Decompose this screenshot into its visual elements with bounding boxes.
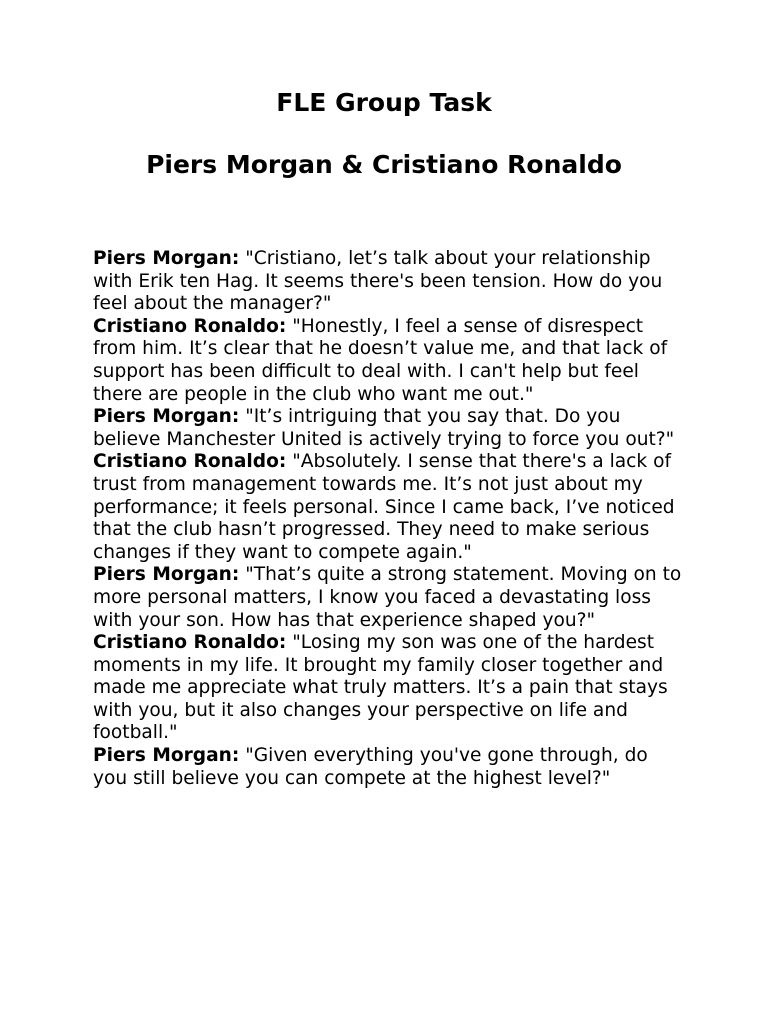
turn-text: "Absolutely. I sense that there's a lack of trust from management towards me. It’s not just about my performance; it feels personal. Since I came back, I’ve noticed that the club hasn’t progressed. They need to make serious changes if they want to compete again." (93, 451, 675, 563)
speaker-label: Piers Morgan: (93, 248, 240, 269)
speaker-label: Piers Morgan: (93, 745, 240, 767)
speaker-label: Cristiano Ronaldo: (93, 632, 287, 654)
turn-text: "Cristiano, let’s talk about your relationship with Erik ten Hag. It seems there's been tension. How do you feel about the manager?" (93, 248, 663, 315)
document-subtitle: Piers Morgan & Cristiano Ronaldo (146, 150, 622, 179)
turn-text: "Given everything you've gone through, do you still believe you can compete at the highest level?" (93, 745, 648, 789)
turn-text: "It’s intriguing that you say that. Do you believe Manchester United is actively trying to force you out?" (93, 406, 675, 450)
speaker-label: Piers Morgan: (93, 406, 240, 428)
dialogue-turn (93, 564, 683, 632)
turn-text: "Losing my son was one of the hardest moments in my life. It brought my family closer together and made me appreciate what truly matters. It’s a pain that stays with you, but it also changes your perspective on life and football." (93, 632, 668, 744)
dialogue-turn (93, 632, 683, 745)
dialogue-turn (93, 745, 683, 790)
dialogue-turn (93, 316, 683, 406)
document-title: FLE Group Task (276, 88, 492, 117)
speaker-label: Cristiano Ronaldo: (93, 315, 287, 337)
turn-text: "That’s quite a strong statement. Moving on to more personal matters, I know you faced a devastating loss with your son. How has that experience shaped you?" (93, 564, 682, 631)
turn-text: "Honestly, I feel a sense of disrespect from him. It’s clear that he doesn’t value me, and that lack of support has been difficult to deal with. I can't help but feel there are people in the club who want me out." (93, 315, 668, 405)
dialogue-body (93, 248, 683, 790)
dialogue-turn (93, 248, 683, 316)
dialogue-turn (93, 406, 683, 451)
dialogue-turn (93, 451, 683, 564)
speaker-label: Piers Morgan: (93, 564, 240, 586)
speaker-label: Cristiano Ronaldo: (93, 451, 287, 473)
